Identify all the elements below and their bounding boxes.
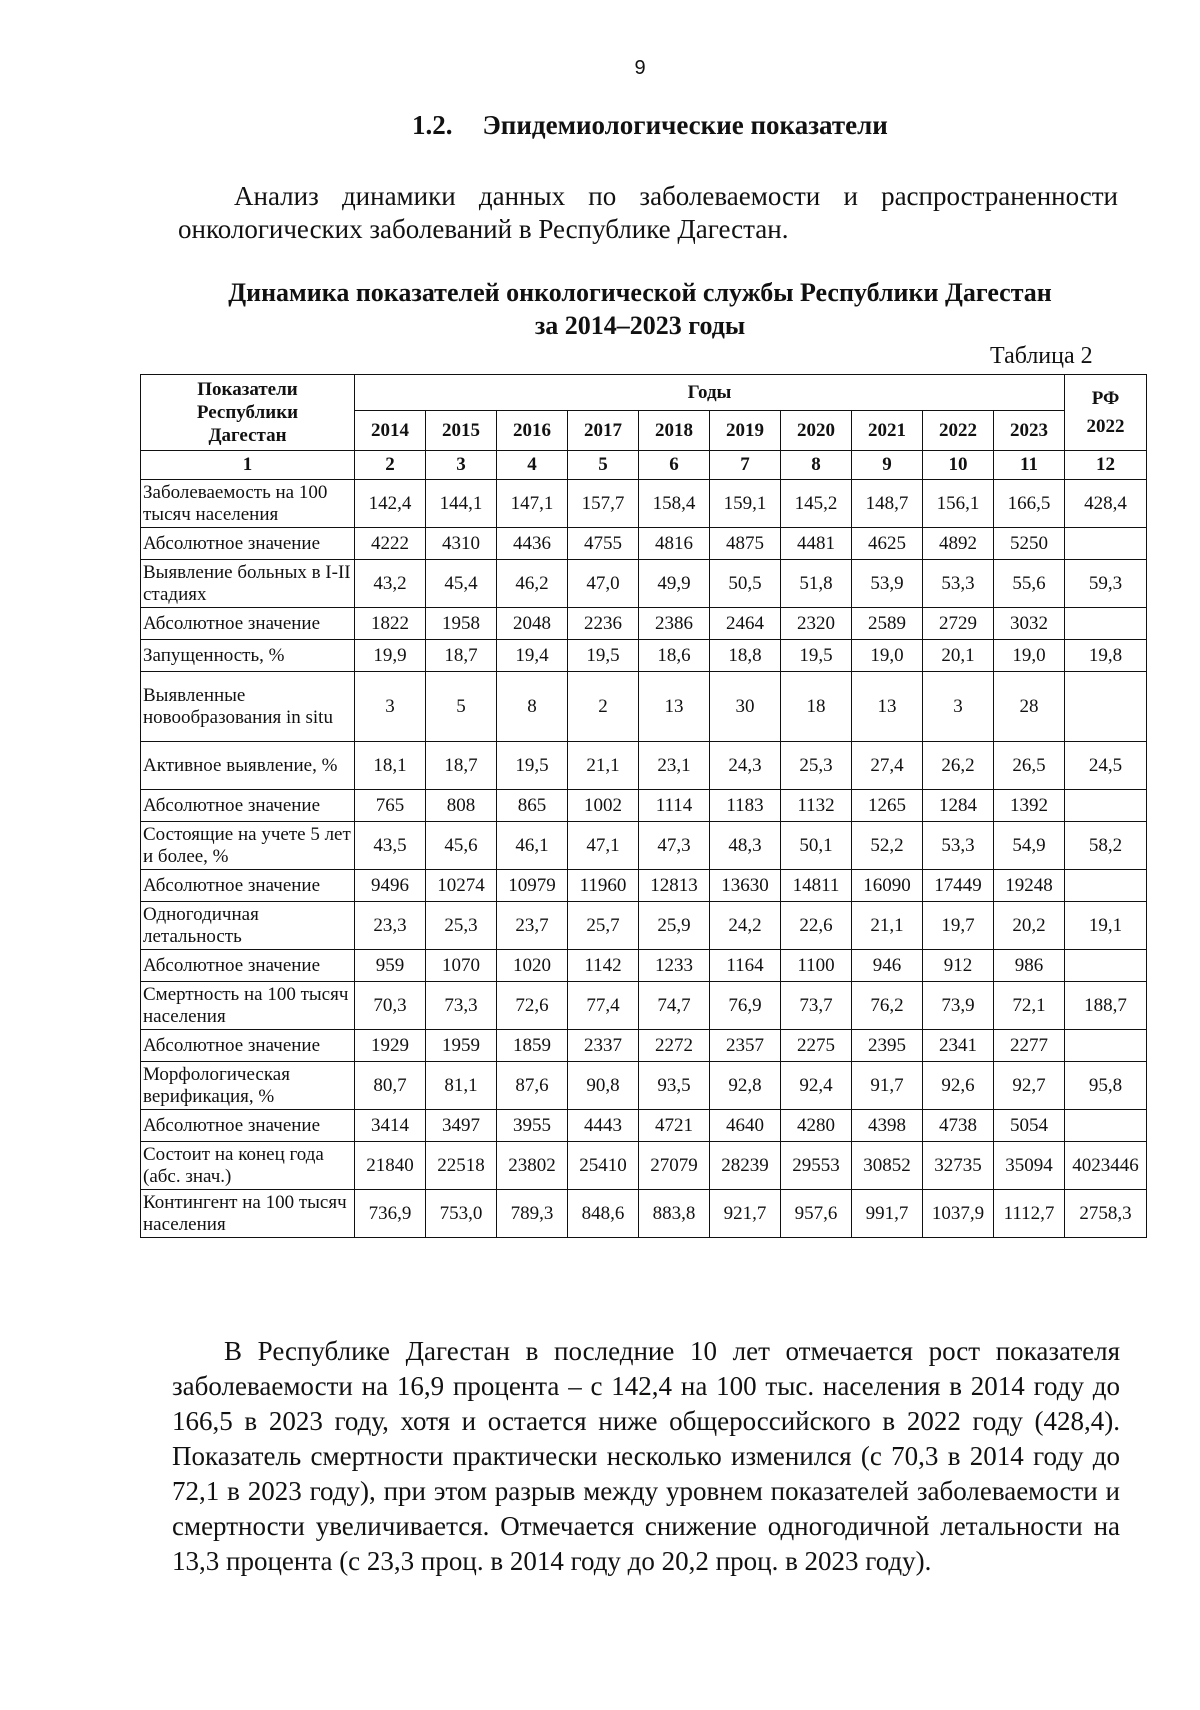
year-header: 2020 [781, 411, 852, 451]
table-cell [1065, 1110, 1147, 1142]
table-cell: 1822 [355, 608, 426, 640]
table-cell: 22518 [426, 1142, 497, 1190]
table-cell: 13 [852, 672, 923, 742]
table-cell: 18,7 [426, 640, 497, 672]
row-label: Абсолютное значение [141, 1030, 355, 1062]
table-cell: 25,7 [568, 902, 639, 950]
table-row [141, 1110, 1147, 1142]
table-cell: 3032 [994, 608, 1065, 640]
table-cell: 147,1 [497, 480, 568, 528]
table-cell: 4738 [923, 1110, 994, 1142]
table-cell: 19,5 [568, 640, 639, 672]
table-cell: 2272 [639, 1030, 710, 1062]
table-cell: 28 [994, 672, 1065, 742]
table-cell: 30852 [852, 1142, 923, 1190]
year-header: 2018 [639, 411, 710, 451]
table-cell: 24,3 [710, 742, 781, 790]
table-row [141, 672, 1147, 742]
table-cell: 1002 [568, 790, 639, 822]
table-cell: 50,5 [710, 560, 781, 608]
table-cell: 10979 [497, 870, 568, 902]
table-cell: 2236 [568, 608, 639, 640]
row-label: Состоит на конец года (абс. знач.) [141, 1142, 355, 1190]
table-cell: 73,7 [781, 982, 852, 1030]
table-cell: 4875 [710, 528, 781, 560]
table-cell: 2337 [568, 1030, 639, 1062]
table-cell: 789,3 [497, 1190, 568, 1238]
table-cell: 1284 [923, 790, 994, 822]
table-cell: 53,3 [923, 560, 994, 608]
table-cell: 2729 [923, 608, 994, 640]
table-cell: 80,7 [355, 1062, 426, 1110]
column-number: 4 [497, 451, 568, 480]
table-cell: 54,9 [994, 822, 1065, 870]
table-cell: 72,6 [497, 982, 568, 1030]
table-cell: 1958 [426, 608, 497, 640]
table-cell: 23,7 [497, 902, 568, 950]
table-cell: 87,6 [497, 1062, 568, 1110]
section-heading [412, 110, 888, 141]
table-cell: 45,4 [426, 560, 497, 608]
table-cell: 53,9 [852, 560, 923, 608]
table-cell: 4310 [426, 528, 497, 560]
column-number: 9 [852, 451, 923, 480]
table-row [141, 1062, 1147, 1110]
table-cell: 70,3 [355, 982, 426, 1030]
table-cell: 921,7 [710, 1190, 781, 1238]
table-cell: 957,6 [781, 1190, 852, 1238]
table-cell: 76,9 [710, 982, 781, 1030]
table-cell: 74,7 [639, 982, 710, 1030]
table-cell: 24,2 [710, 902, 781, 950]
row-label: Абсолютное значение [141, 870, 355, 902]
row-label: Контингент на 100 тысяч населения [141, 1190, 355, 1238]
table-row [141, 870, 1147, 902]
table-row [141, 822, 1147, 870]
row-label: Запущенность, % [141, 640, 355, 672]
year-header: 2022 [923, 411, 994, 451]
table-row [141, 560, 1147, 608]
table-cell: 46,1 [497, 822, 568, 870]
table-cell: 4640 [710, 1110, 781, 1142]
table-cell: 59,3 [1065, 560, 1147, 608]
table-cell: 77,4 [568, 982, 639, 1030]
table-cell: 27079 [639, 1142, 710, 1190]
table-cell: 52,2 [852, 822, 923, 870]
section-title: Эпидемиологические показатели [482, 110, 888, 140]
table-cell: 26,5 [994, 742, 1065, 790]
table-cell: 5250 [994, 528, 1065, 560]
table-cell: 4280 [781, 1110, 852, 1142]
table-cell: 166,5 [994, 480, 1065, 528]
table-cell: 4023446 [1065, 1142, 1147, 1190]
table-cell: 20,2 [994, 902, 1065, 950]
table-cell: 2464 [710, 608, 781, 640]
table-row [141, 902, 1147, 950]
table-cell: 1233 [639, 950, 710, 982]
table-cell: 23,1 [639, 742, 710, 790]
table-cell: 50,1 [781, 822, 852, 870]
table-cell: 32735 [923, 1142, 994, 1190]
table-cell: 2758,3 [1065, 1190, 1147, 1238]
table-cell [1065, 790, 1147, 822]
table-cell: 2589 [852, 608, 923, 640]
table-cell: 4436 [497, 528, 568, 560]
row-label: Выявление больных в I-II стадиях [141, 560, 355, 608]
table-cell: 991,7 [852, 1190, 923, 1238]
table-cell: 27,4 [852, 742, 923, 790]
table-cell: 142,4 [355, 480, 426, 528]
table-cell: 753,0 [426, 1190, 497, 1238]
year-header: 2015 [426, 411, 497, 451]
table-cell: 765 [355, 790, 426, 822]
table-cell: 19,9 [355, 640, 426, 672]
table-cell: 1265 [852, 790, 923, 822]
table-cell: 43,5 [355, 822, 426, 870]
header-indicator: Показатели Республики Дагестан [141, 375, 355, 451]
table-cell: 157,7 [568, 480, 639, 528]
column-number: 1 [141, 451, 355, 480]
row-label: Заболеваемость на 100 тысяч населения [141, 480, 355, 528]
table-cell [1065, 1030, 1147, 1062]
table-cell: 912 [923, 950, 994, 982]
table-cell: 10274 [426, 870, 497, 902]
row-label: Смертность на 100 тысяч населения [141, 982, 355, 1030]
year-header: 2016 [497, 411, 568, 451]
column-number: 12 [1065, 451, 1147, 480]
table-cell: 45,6 [426, 822, 497, 870]
table-title-line-1: Динамика показателей онкологической службы Республики Дагестан [228, 278, 1052, 307]
table-cell: 19,0 [994, 640, 1065, 672]
table-cell: 4892 [923, 528, 994, 560]
table-cell: 4222 [355, 528, 426, 560]
row-label: Активное выявление, % [141, 742, 355, 790]
table-cell: 18,6 [639, 640, 710, 672]
row-label: Морфологическая верификация, % [141, 1062, 355, 1110]
table-cell: 73,3 [426, 982, 497, 1030]
table-cell: 4398 [852, 1110, 923, 1142]
table-cell: 946 [852, 950, 923, 982]
table-cell: 25,9 [639, 902, 710, 950]
table-cell: 1183 [710, 790, 781, 822]
intro-paragraph: Анализ динамики данных по заболеваемости и распространенности онкологических заболеваний в Республике Дагестан. [178, 181, 1118, 244]
year-header: 2019 [710, 411, 781, 451]
table-cell: 81,1 [426, 1062, 497, 1110]
table-cell: 428,4 [1065, 480, 1147, 528]
table-row [141, 742, 1147, 790]
table-cell: 92,6 [923, 1062, 994, 1110]
table-cell: 51,8 [781, 560, 852, 608]
table-cell: 156,1 [923, 480, 994, 528]
column-number: 3 [426, 451, 497, 480]
table-cell: 1392 [994, 790, 1065, 822]
row-label: Абсолютное значение [141, 950, 355, 982]
header-years: Годы [355, 375, 1065, 411]
table-cell: 43,2 [355, 560, 426, 608]
table-cell: 19,5 [781, 640, 852, 672]
header-rf: РФ 2022 [1065, 375, 1147, 451]
table-cell: 23802 [497, 1142, 568, 1190]
table-cell: 4443 [568, 1110, 639, 1142]
table-cell: 2357 [710, 1030, 781, 1062]
table-cell [1065, 608, 1147, 640]
table-cell: 46,2 [497, 560, 568, 608]
table-cell: 18,7 [426, 742, 497, 790]
table-cell: 93,5 [639, 1062, 710, 1110]
table-cell: 92,7 [994, 1062, 1065, 1110]
table-cell: 188,7 [1065, 982, 1147, 1030]
table-cell: 1114 [639, 790, 710, 822]
table-cell: 76,2 [852, 982, 923, 1030]
column-number: 10 [923, 451, 994, 480]
table-cell: 58,2 [1065, 822, 1147, 870]
table-cell: 13 [639, 672, 710, 742]
table-cell: 47,3 [639, 822, 710, 870]
table-cell: 2277 [994, 1030, 1065, 1062]
row-label: Абсолютное значение [141, 790, 355, 822]
table-cell: 25,3 [426, 902, 497, 950]
table-cell: 1037,9 [923, 1190, 994, 1238]
table-cell: 19,1 [1065, 902, 1147, 950]
table-cell: 883,8 [639, 1190, 710, 1238]
table-cell: 25410 [568, 1142, 639, 1190]
table-cell: 148,7 [852, 480, 923, 528]
table-cell: 23,3 [355, 902, 426, 950]
row-label: Абсолютное значение [141, 1110, 355, 1142]
row-label: Состоящие на учете 5 лет и более, % [141, 822, 355, 870]
table-cell: 35094 [994, 1142, 1065, 1190]
table-cell: 18,8 [710, 640, 781, 672]
column-number-row [141, 451, 1147, 480]
row-label: Абсолютное значение [141, 528, 355, 560]
table-cell: 1959 [426, 1030, 497, 1062]
table-cell: 159,1 [710, 480, 781, 528]
table-cell: 21840 [355, 1142, 426, 1190]
column-number: 11 [994, 451, 1065, 480]
table-cell: 18 [781, 672, 852, 742]
table-cell: 3497 [426, 1110, 497, 1142]
table-cell: 11960 [568, 870, 639, 902]
table-cell: 1859 [497, 1030, 568, 1062]
table-cell: 55,6 [994, 560, 1065, 608]
table-row [141, 528, 1147, 560]
table-cell: 2275 [781, 1030, 852, 1062]
table-row [141, 608, 1147, 640]
table-cell: 2320 [781, 608, 852, 640]
table-cell: 3 [923, 672, 994, 742]
table-cell: 92,8 [710, 1062, 781, 1110]
table-cell: 24,5 [1065, 742, 1147, 790]
table-cell: 49,9 [639, 560, 710, 608]
table-cell: 2341 [923, 1030, 994, 1062]
column-number: 6 [639, 451, 710, 480]
table-cell: 848,6 [568, 1190, 639, 1238]
table-cell: 28239 [710, 1142, 781, 1190]
table-cell: 25,3 [781, 742, 852, 790]
table-cell: 3955 [497, 1110, 568, 1142]
table-cell: 20,1 [923, 640, 994, 672]
table-cell: 4721 [639, 1110, 710, 1142]
table-title [140, 276, 1140, 342]
table-cell: 808 [426, 790, 497, 822]
table-cell: 4755 [568, 528, 639, 560]
table-cell: 4625 [852, 528, 923, 560]
table-cell: 73,9 [923, 982, 994, 1030]
table-cell: 158,4 [639, 480, 710, 528]
row-label: Выявленные новообразования in situ [141, 672, 355, 742]
table-cell: 19,8 [1065, 640, 1147, 672]
table-cell: 986 [994, 950, 1065, 982]
table-label: Таблица 2 [990, 343, 1093, 369]
table-cell: 3414 [355, 1110, 426, 1142]
table-cell: 1070 [426, 950, 497, 982]
table-cell: 95,8 [1065, 1062, 1147, 1110]
table-cell: 18,1 [355, 742, 426, 790]
table-cell: 47,1 [568, 822, 639, 870]
table-cell: 1164 [710, 950, 781, 982]
table-row [141, 982, 1147, 1030]
table-cell: 19,4 [497, 640, 568, 672]
table-cell: 4816 [639, 528, 710, 560]
column-number: 5 [568, 451, 639, 480]
table-row [141, 640, 1147, 672]
table-cell: 19,0 [852, 640, 923, 672]
table-cell: 4481 [781, 528, 852, 560]
column-number: 2 [355, 451, 426, 480]
table-cell: 959 [355, 950, 426, 982]
row-label: Абсолютное значение [141, 608, 355, 640]
table-row [141, 1030, 1147, 1062]
column-number: 7 [710, 451, 781, 480]
table-cell: 29553 [781, 1142, 852, 1190]
table-cell: 5054 [994, 1110, 1065, 1142]
table-row [141, 1142, 1147, 1190]
table-cell: 1020 [497, 950, 568, 982]
table-cell: 1929 [355, 1030, 426, 1062]
table-cell: 26,2 [923, 742, 994, 790]
table-cell: 47,0 [568, 560, 639, 608]
table-cell: 865 [497, 790, 568, 822]
table-cell: 19248 [994, 870, 1065, 902]
table-cell: 19,7 [923, 902, 994, 950]
year-header: 2014 [355, 411, 426, 451]
table-cell: 8 [497, 672, 568, 742]
table-cell: 1132 [781, 790, 852, 822]
indicators-table [140, 374, 1147, 1238]
table-row [141, 790, 1147, 822]
table-cell: 145,2 [781, 480, 852, 528]
table-cell: 21,1 [852, 902, 923, 950]
table-cell: 1112,7 [994, 1190, 1065, 1238]
table-cell [1065, 870, 1147, 902]
table-cell [1065, 672, 1147, 742]
table-row [141, 950, 1147, 982]
section-number: 1.2. [412, 110, 453, 140]
table-cell: 92,4 [781, 1062, 852, 1110]
table-cell: 1100 [781, 950, 852, 982]
table-cell: 9496 [355, 870, 426, 902]
column-number: 8 [781, 451, 852, 480]
table-cell: 14811 [781, 870, 852, 902]
table-cell: 91,7 [852, 1062, 923, 1110]
table-cell: 3 [355, 672, 426, 742]
table-title-line-2: за 2014–2023 годы [534, 311, 746, 340]
table-cell: 17449 [923, 870, 994, 902]
table-cell: 72,1 [994, 982, 1065, 1030]
table-cell: 48,3 [710, 822, 781, 870]
table-cell: 2386 [639, 608, 710, 640]
conclusion-paragraph: В Республике Дагестан в последние 10 лет отмечается рост показателя заболеваемости на 16,9 процента – с 142,4 на 100 тыс. населения в 2014 году до 166,5 в 2023 году, хотя и остается ниже общероссийского в 2022 году (428,4). Показатель смертности практически несколько изменился (с 70,3 в 2014 году до 72,1 в 2023 году), при этом разрыв между уровнем показателей заболеваемости и смертности увеличивается. Отмечается снижение одногодичной летальности на 13,3 процента (с 23,3 проц. в 2014 году до 20,2 проц. в 2023 году). [172, 1336, 1120, 1576]
page-number: 9 [634, 57, 646, 79]
table-cell: 1142 [568, 950, 639, 982]
year-header: 2021 [852, 411, 923, 451]
table-cell: 2395 [852, 1030, 923, 1062]
row-label: Одногодичная летальность [141, 902, 355, 950]
table-cell [1065, 950, 1147, 982]
table-cell [1065, 528, 1147, 560]
table-cell: 12813 [639, 870, 710, 902]
table-cell: 5 [426, 672, 497, 742]
table-cell: 19,5 [497, 742, 568, 790]
table-cell: 16090 [852, 870, 923, 902]
table-cell: 21,1 [568, 742, 639, 790]
year-header: 2017 [568, 411, 639, 451]
table-row [141, 1190, 1147, 1238]
table-row [141, 480, 1147, 528]
year-header: 2023 [994, 411, 1065, 451]
table-cell: 90,8 [568, 1062, 639, 1110]
table-cell: 22,6 [781, 902, 852, 950]
table-cell: 53,3 [923, 822, 994, 870]
table-cell: 2 [568, 672, 639, 742]
table-cell: 2048 [497, 608, 568, 640]
table-cell: 30 [710, 672, 781, 742]
table-cell: 144,1 [426, 480, 497, 528]
table-cell: 736,9 [355, 1190, 426, 1238]
table-cell: 13630 [710, 870, 781, 902]
